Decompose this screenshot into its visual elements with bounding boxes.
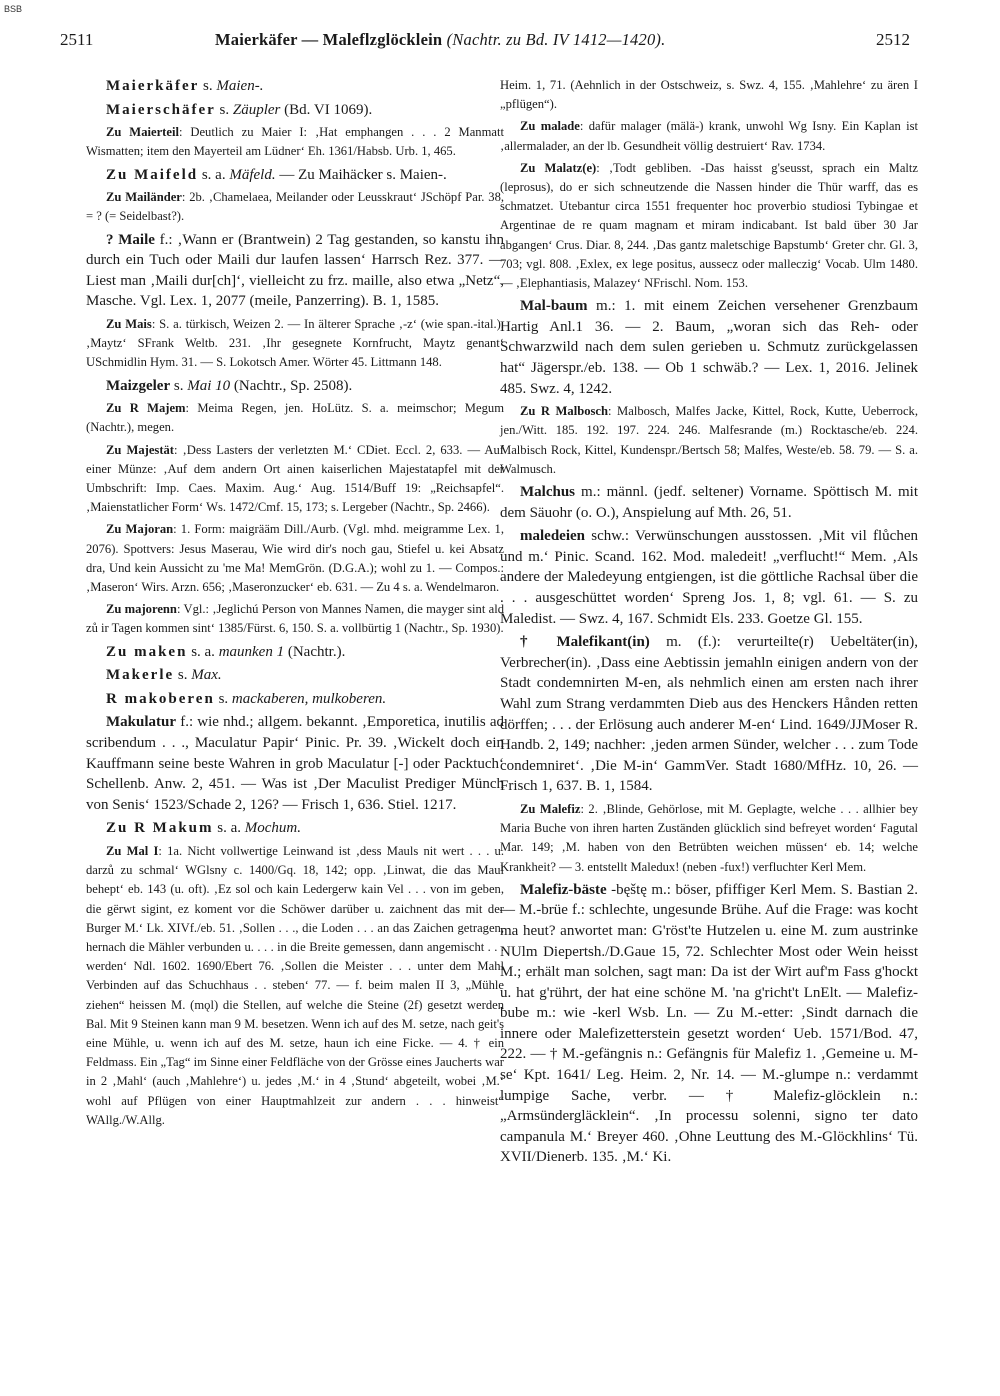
entry-headword: Zu Majestät: [106, 442, 174, 457]
dictionary-entry: [500, 117, 918, 155]
entry-headword: Zu Mailänder: [106, 190, 182, 205]
entry-headword: Zu R Majem: [106, 401, 186, 416]
entry-headword: Zu Mal I: [106, 843, 159, 858]
entry-headword: Maierkäfer: [106, 78, 200, 94]
dictionary-entry: [500, 632, 918, 797]
entry-headword: ? Maile: [106, 231, 155, 248]
entry-text: : Deutlich zu Maier I: ‚Hat emphangen . . . 2 Manmatt Wismatten; item den Mayerteil am Lüdner‘ Eh. 1361/Habsb. Urb. 1, 465.: [86, 125, 504, 159]
dictionary-entry: [86, 520, 504, 597]
dictionary-entry: [500, 159, 918, 293]
dictionary-entry: [500, 482, 918, 523]
entry-tail: (Nachtr.).: [284, 643, 346, 660]
right-column: [500, 76, 918, 1171]
entry-headword: Mal-baum: [520, 298, 588, 315]
entry-headword: † Malefikant(in): [520, 634, 650, 651]
page-number-left: 2511: [60, 30, 94, 49]
entry-reference: Mai 10: [187, 377, 231, 394]
entry-headword: Zu Majoran: [106, 522, 174, 537]
entry-text: : 1a. Nicht vollwertige Leinwand ist ‚dess Mauls nit wert . . . u. darzů zu schmal‘ WGlsny c. 1400/Gq. 18, 142; opp. ‚Linwat, die das Maul behept‘ eb. 143 (u. oft). ‚Ez sol och kain Ledergerw kain Vel . . . von im geben, die gërwt sigint, ez koment vor die Schöwer darüber u. zaichnent das mit der Burger M.‘ Lk. XIVf./eb. 51. ‚Sollen . . ., die Loden . . . an das Zaichen getragen, hernach die Mähler verbunden u. . . . in die Breite gemessen, dann angemischt . . . werden‘ Ndl. 1602. 1690/Ebert 76. ‚Sollen die Meister . . . unter dem Mahl Verbinden auf das Schuchhaus . . steben‘ 77. — f. beim malen II 3, „Mühle ziehen“ heissen M. (mǫl) die Stellen, auf welche die Steine (2f) gesetzt werden Bal. Mit 9 Steinen kann man 9 M. besetzen. Wenn ich auf des M. setze, nach geit's eine Mühle, u. wenn ich auf des M. setze, haun ich eine Ficke. — 4. † ein Feldmass. Ein „Tag“ im Sinne einer Feldfläche von der Grösse eines Jaucherts war in 2 ‚Mahl‘ (auch ‚Mahlehre‘) u. jedes ‚M.‘ in 4 ‚Stund‘ abgeteilt, wobei ‚M.‘ wohl auf Pflügen von einer Hauptmahlzeit zur andern . . . hinweist“ WAllg./W.Allg.: [86, 843, 504, 1127]
entry-reference: Max.: [191, 667, 222, 684]
entry-text: : ‚Todt gebliben. -Das haisst g'seusst, sprach ein Maltz (leprosus), do er sich schneutzende die Nassen hinder die Thür warff, das es schmatzet. Utebantur circa 1551 frequenter hoc proverbio studiosi Tybingae et Argentinae de re quam magnam et miram indicabant. Ist bald über 30 Jar abgangen‘ Crus. Diar. 8, 244. ‚Das gantz maletschige Bapstumb‘ Greter chr. Gl. 3, 703; vgl. 808. ‚Exlex, ex lege positus, aussecz oder malleczig‘ Vocab. Ulm 1480. — ‚Elephantiasis, Malazey‘ NFrischl. Nom. 153.: [500, 160, 919, 291]
entry-headword: Zu R Malbosch: [520, 404, 609, 419]
entry-headword: Zu maken: [106, 643, 188, 660]
left-column: [86, 76, 504, 1133]
entry-reference: Zäupler: [232, 101, 281, 118]
header-title: [215, 30, 665, 50]
dictionary-entry: [86, 376, 504, 397]
entry-text: s. a.: [187, 643, 219, 660]
dictionary-entry: [500, 76, 918, 114]
entry-text: s.: [214, 690, 232, 707]
entry-text: f.: ‚Wann er (Brantwein) 2 Tag gestanden, so kanstu ihn durch ein Tuch oder Maili dur laufen lassen‘ Harrsch Rez. 377. — Liest man ‚Maili dur[ch]‘, vielleicht zu frz. maille, also etwa „Netz“, Masche. Vgl. Lex. 1, 2077 (meile, Panzerring). B. 1, 1585.: [86, 231, 504, 310]
entry-headword: Zu Maifeld: [106, 166, 199, 183]
dictionary-entry: [500, 526, 918, 629]
entry-text: m.: männl. (jedf. seltener) Vorname. Spöttisch M. mit dem Säuohr (o. O.), Anspielung auf Mth. 26, 51.: [500, 484, 918, 521]
entry-headword: Malchus: [520, 484, 576, 501]
entry-text: : 1. Form: maigrääm Dill./Aurb. (Vgl. mhd. meigramme Lex. 1, 2076). Spottvers: Jesus Maserau, Wie wird dir's noch gau, Stiefel u. kei Absatz dra, Und kein Aussicht zu 'me Ma! MemGrön. (D.G.A.); wohl zu 1. — Compos.: ‚Maseron‘ Wirs. Arzn. 656; ‚Maseronzucker‘ eb. 631. — Zu 4 s. a. Wendelmaron.: [86, 522, 505, 594]
entry-headword: Zu R Makum: [106, 820, 214, 837]
entry-headword: R makoberen: [106, 690, 215, 707]
dictionary-entry: [500, 880, 918, 1168]
entry-text: s. a.: [198, 166, 230, 183]
dictionary-entry: [86, 76, 504, 97]
dictionary-entry: [86, 642, 504, 663]
entry-headword: Malefiz-bäste: [520, 881, 607, 898]
entry-text: s.: [170, 377, 188, 394]
dictionary-entry: [500, 296, 918, 399]
entry-reference: mackaberen, mulkoberen.: [231, 690, 387, 707]
entry-text: m. (f.): verurteilte(r) Uebeltäter(in), Verbrecher(in). ‚Dass eine Aebtissin jemahln einigen andern von der Stadt condemnirten M-en, als nehmlich einen am ersten nach ihrer Wahl zum Strang verdammten Dieb aus des Henckers Hånden retten dörffen; . . . der Erlösung auch anderer M-en‘ Lind. 1649/JJMoser R. Handb. 2, 149; nachher: ‚jeden armen Sünder, welcher . . . zum Tode condemniret‘. ‚Die M-in‘ GammVer. Stadt 1680/MfHz. 10, 26. — Frisch 1, 637. B. 1, 1584.: [500, 634, 918, 795]
dictionary-entry: [86, 399, 504, 437]
entry-headword: Makulatur: [106, 714, 177, 731]
header-title-text: Maierkäfer — Maleflzglöcklein: [215, 30, 443, 49]
dictionary-entry: [86, 441, 504, 518]
entry-text: s.: [215, 101, 233, 118]
dictionary-entry: [86, 818, 504, 839]
entry-text: : 2b. ‚Chamelaea, Meilander oder Leusskraut‘ JSchöpf Par. 38, = ? (= Seidelbast?).: [86, 190, 505, 224]
entry-tail: (Bd. VI 1069).: [280, 101, 373, 118]
entry-text: : Malbosch, Malfes Jacke, Kittel, Rock, Kutte, Ueberrock, jen./Witt. 185. 192. 197. 224. 246. Malfesrande (m.) Rocktasche/eb. 224. Malbisch Rock, Kittel, Kundenspr./Bertsch 58; Malfes, Weste/eb. 58. 79. — S. a. Walmusch.: [500, 404, 918, 476]
dictionary-entry: [86, 315, 504, 373]
entry-text: f.: wie nhd.; allgem. bekannt. ‚Emporetica, inutilis ad scribendum . . ., Maculatur Papir‘ Pinic. Pr. 39. ‚Wickelt doch ein Kauffmann seine beste Wahren in grob Maculatur [-] oder Packtuch‘ Schellenb. Anw. 2, 451. — Was ist ‚Der Maculist Prediger Münch von Senis‘ 1523/Schade 2, 126? — Frisch 1, 636. Stiel. 1217.: [86, 714, 504, 813]
entry-text: : ‚Dess Lasters der verletzten M.‘ CDiet. Eccl. 2, 633. — Auf einer Münze: ‚Auf dem andern Ort ainen kaiserlichen Majestatapfel mit der Umbschrift: Imp. Caes. Maxim. Aug.‘ Aug. 1514/Buff 19: „Reichsapfel“. ‚Maienstatlicher Form‘ Ws. 1472/Cmf. 15, 173; s. Lergeber (Nachtr., Sp. 2466).: [86, 442, 504, 515]
entry-text: s.: [174, 667, 192, 684]
entry-reference: Mochum.: [244, 820, 302, 837]
dictionary-entry: [500, 800, 918, 877]
dictionary-entry: [86, 600, 504, 638]
entry-reference: maunken 1: [218, 643, 285, 660]
dictionary-entry: [86, 712, 504, 815]
entry-headword: Maierschäfer: [106, 101, 216, 118]
dictionary-entry: [86, 230, 504, 312]
dictionary-entry: [86, 165, 504, 186]
entry-text: : Meima Regen, jen. HoLütz. S. a. meimschor; Megum (Nachtr.), megen.: [86, 401, 504, 435]
entry-text: s. a.: [213, 820, 245, 837]
dictionary-entry: [86, 188, 504, 226]
dictionary-entry: [500, 402, 918, 479]
entry-text: : S. a. türkisch, Weizen 2. — In älterer Sprache ‚-z‘ (wie span.-ital.). ‚Maytz‘ SFrank Weltb. 231. ‚Ihr gesegnete Kornfrucht, Maytz genant‘ USchmidlin Hym. 31. — S. Lokotsch Amer. Wörter 45. Littmann 148.: [86, 316, 504, 370]
dictionary-entry: [86, 665, 504, 686]
entry-tail: — Zu Maihäcker s. Maien-.: [275, 166, 447, 183]
entry-text: : Vgl.: ‚Jeglichú Person von Mannes Namen, die mayger sint ald zů ir Tagen kommen sint‘ 1385/Fürst. 6, 150. S. a. vollbürtig 1 (Nachtr., Sp. 1930).: [86, 602, 505, 636]
dictionary-entry: [86, 689, 504, 710]
header-title-note: (Nachtr. zu Bd. IV 1412—1420).: [446, 30, 666, 49]
entry-headword: Maizgeler: [106, 377, 171, 394]
entry-reference: Mäfeld.: [229, 166, 276, 183]
entry-text: : 2. ‚Blinde, Gehörlose, mit M. Geplagte, welche . . . allhier bey Maria Buche von ihren harten Zuständen glücklich sind befreyet worden‘ Fagutal Mar. 149; ‚M. haben von den Betrübten weichen müssen‘ eb. 14; welche Krankheit? — 3. entstellt Maledux! (neben -fux!) verfluchter Kerl Mem.: [500, 801, 919, 874]
page-number-right: 2512: [876, 30, 910, 49]
entry-text: Heim. 1, 71. (Aehnlich in der Ostschweiz, s. Swz. 4, 155. ‚Mahlehre‘ zu ären I „pflügen“).: [500, 78, 918, 112]
entry-headword: maledeien: [520, 528, 585, 545]
entry-headword: Zu Malatz(e): [520, 160, 597, 175]
entry-headword: Makerle: [106, 667, 175, 684]
entry-headword: Zu Maierteil: [106, 125, 179, 140]
dictionary-entry: [86, 842, 504, 1130]
entry-text: -bęštę m.: böser, pfiffiger Kerl Mem. S. Bastian 2. — M.-brüe f.: schlechte, ungesunde Brühe. Auf die Frage: was kocht ma heut? anwortet man: G'röst'te Hutzelen u. eine M. zum austrinke NUlm Diepertsh./D.Gaue 15, 72. Schlechter Most oder Wein heisst M.; erhält man solchen, sagt man: Da ist der Wirt auf'm Fass g'hockt u. hat g'rührt, der hat eine schöne M. 'na g'richt't LnElt. — Malefiz-bube m.: wie -kerl Wsb. Ln. — Zu M.-etter: ‚Sindt darnach die innere oder Malefizetterstein gesetzt worden‘ Ueb. 1571/Bod. 47, 222. — † M.-gefängnis n.: Gefängnis für Malefiz 1. ‚Gemeine u. M-se‘ Kpt. 1641/ Leg. Heim. 2, Nr. 14. — M.-glumpe n.: verdammt lumpige Sache, verbr. — † Malefiz-glöcklein n.: „Armsündergläcklein“. ‚In processu solenni, signo ter dato campanula M.‘ Breyer 460. ‚Ohne Leuttung des M.-Glöckhlins‘ Tü. XVII/Dienerb. 135. ‚M.‘ Ki.: [500, 881, 918, 1166]
entry-tail: (Nachtr., Sp. 2508).: [230, 377, 353, 394]
library-stamp: BSB: [4, 4, 23, 14]
entry-text: m.: 1. mit einem Zeichen versehener Grenzbaum Hartig Anl.1 36. — 2. Baum, „woran sich das Reh- oder Schwarzwild nach dem sulen gerieben u. Schmutz zurückgelassen hat“ Jägerspr./eb. 138. — Ob 1 schwäb.? — Lex. 1, 2016. Jelinek 485. Swz. 4, 1242.: [500, 298, 918, 397]
entry-text: schw.: Verwünschungen ausstossen. ‚Mit vil flůchen und m.‘ Pinic. Scand. 162. Mod. maledeit! „verflucht!“ Mem. ‚Als andere der Maledeyung entgiengen, ist die göttliche Rachsal über die . . . ausgeschüttet worden‘ Spreng Jos. 1, 8; vgl. 61. — S. zu Maledist. — Swz. 4, 167. Schmidt Els. 233. Goetze Gl. 155.: [500, 528, 918, 627]
entry-reference: Maien-.: [216, 78, 264, 94]
running-header: [60, 30, 910, 56]
entry-headword: Zu majorenn: [106, 602, 177, 617]
entry-headword: Zu Malefiz: [520, 801, 581, 816]
entry-headword: Zu malade: [520, 119, 580, 134]
dictionary-entry: [86, 123, 504, 161]
entry-headword: Zu Mais: [106, 316, 152, 331]
entry-text: s.: [199, 78, 217, 94]
dictionary-entry: [86, 100, 504, 121]
entry-text: : dafür malager (mälä-) krank, unwohl Wg Isny. Ein Kaplan ist ‚allermalader, an der lb. Gesundheit völlig destruiert‘ Rav. 1734.: [500, 119, 918, 153]
